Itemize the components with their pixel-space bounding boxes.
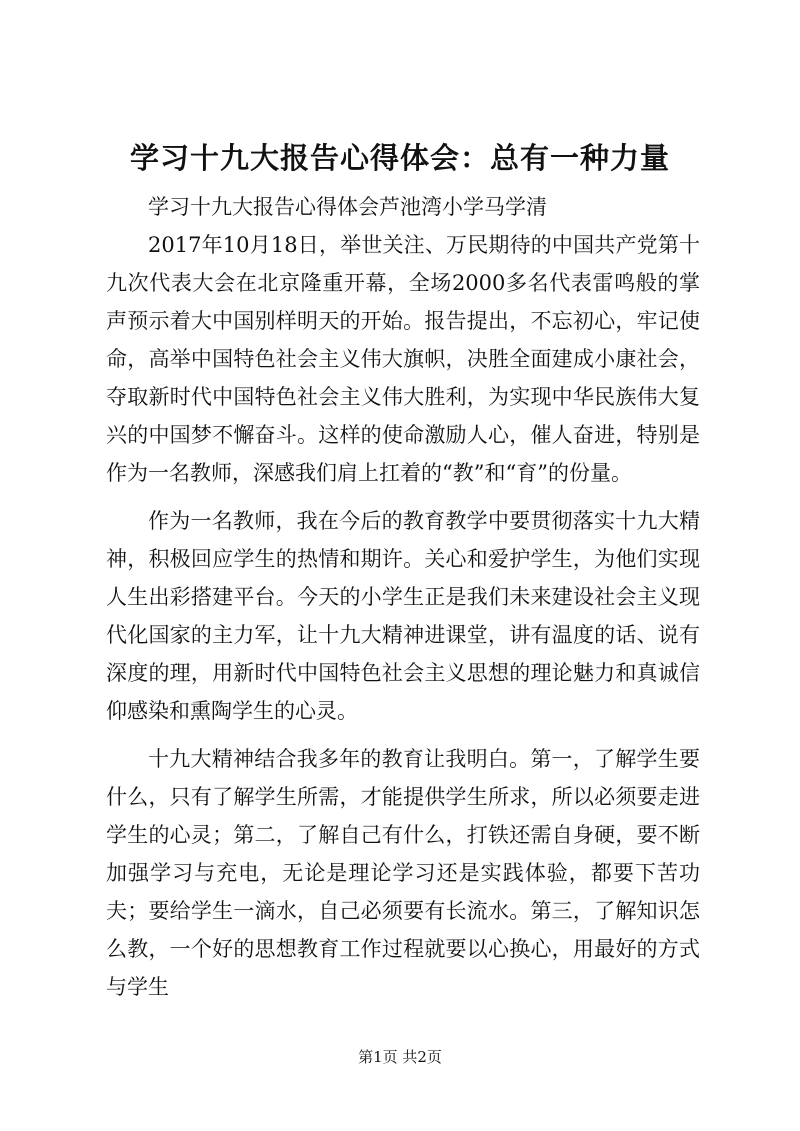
paragraph-3: 十九大精神结合我多年的教育让我明白。第一，了解学生要什么，只有了解学生所需，才能提供学生所求，所以必须要走进学生的心灵；第二，了解自己有什么，打铁还需自身硬，要不断加强学习与充电，无论是理论学习还是实践体验，都要下苦功夫；要给学生一滴水，自己必须要有长流水。第三，了解知识怎么教，一个好的思想教育工作过程就要以心换心，用最好的方式与学生: [106, 747, 700, 999]
paragraph-1: 2017年10月18日，举世关注、万民期待的中国共产党第十九次代表大会在北京隆重开幕，全场2000多名代表雷鸣般的掌声预示着大中国别样明天的开始。报告提出，不忘初心，牢记使命，高举中国特色社会主义伟大旗帜，决胜全面建成小康社会，夺取新时代中国特色社会主义伟大胜利，为实现中华民族伟大复兴的中国梦不懈奋斗。这样的使命激励人心，催人奋进，特别是作为一名教师，深感我们肩上扛着的“教”和“育”的份量。: [106, 233, 700, 485]
author-line: 学习十九大报告心得体会芦池湾小学马学清: [148, 195, 547, 219]
document-body: [106, 188, 700, 1006]
paragraph-2: 作为一名教师，我在今后的教育教学中要贯彻落实十九大精神，积极回应学生的热情和期许。关心和爱护学生，为他们实现人生出彩搭建平台。今天的小学生正是我们未来建设社会主义现代化国家的主力军，让十九大精神进课堂，讲有温度的话、说有深度的理，用新时代中国特色社会主义思想的理论魅力和真诚信仰感染和熏陶学生的心灵。: [106, 509, 700, 723]
document-title: 学习十九大报告心得体会：总有一种力量: [129, 141, 670, 175]
page-number: 第1页 共2页: [358, 1048, 442, 1066]
